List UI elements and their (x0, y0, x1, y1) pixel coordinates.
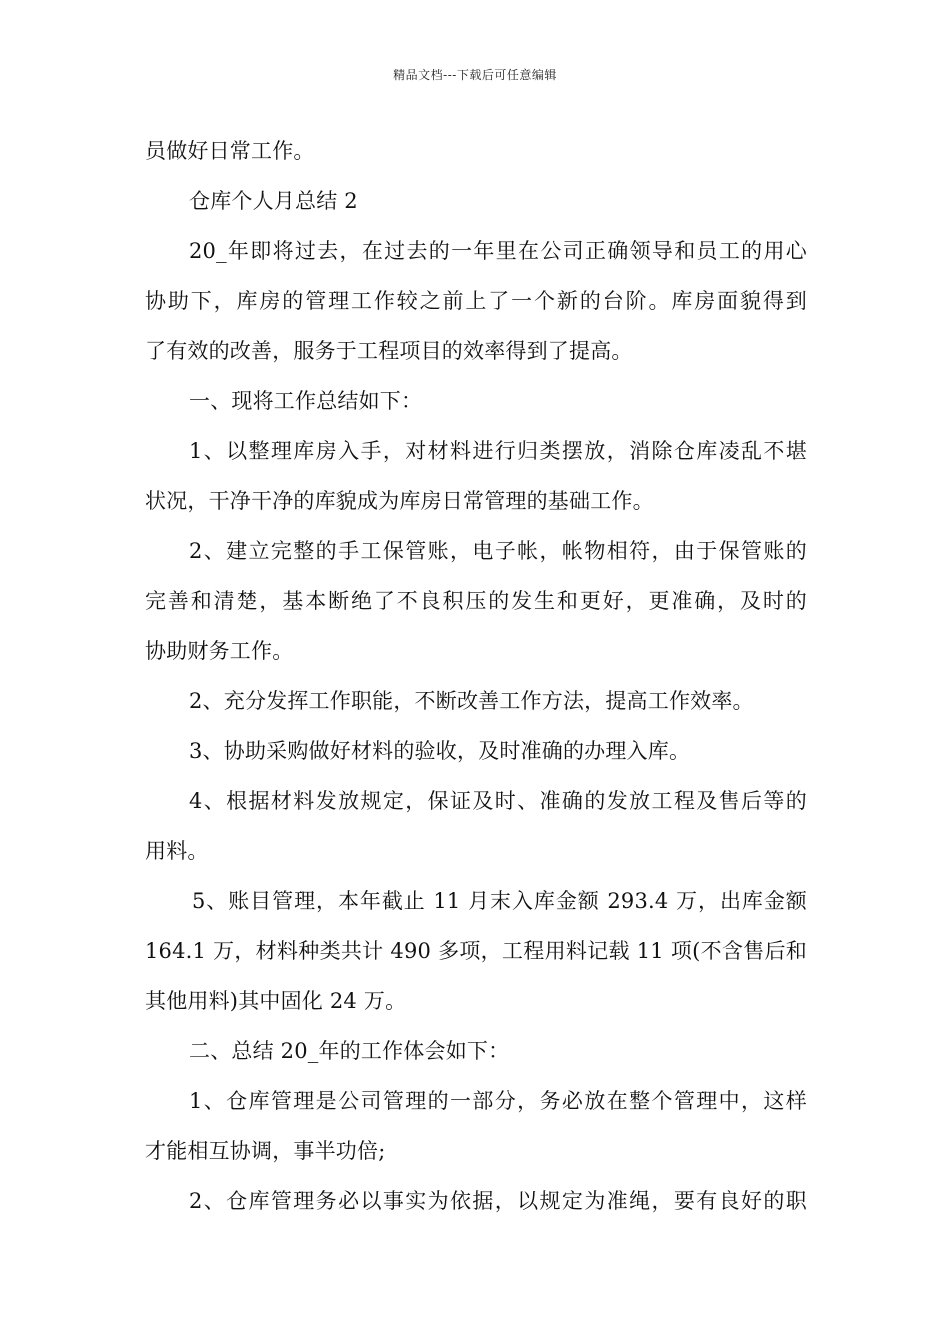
text-line: 状况，干净干净的库貌成为库房日常管理的基础工作。 (145, 489, 654, 513)
text-line: 协助财务工作。 (145, 639, 294, 663)
text-line: 2、仓库管理务必以事实为依据，以规定为准绳，要有良好的职 (189, 1189, 807, 1213)
text-line: 164.1 万，材料种类共计 490 多项，工程用料记载 11 项(不含售后和 (145, 939, 807, 963)
section-heading: 一、现将工作总结如下： (189, 389, 423, 413)
text-line: 2、建立完整的手工保管账，电子帐，帐物相符，由于保管账的 (189, 539, 807, 563)
section-heading: 二、总结 20_年的工作体会如下： (189, 1039, 510, 1063)
text-line: 5、账目管理，本年截止 11 月末入库金额 293.4 万，出库金额 (192, 889, 807, 913)
text-line: 2、充分发挥工作职能，不断改善工作方法，提高工作效率。 (189, 689, 754, 713)
page-header: 精品文档---下载后可任意编辑 (393, 68, 557, 82)
text-line: 1、仓库管理是公司管理的一部分，务必放在整个管理中，这样 (189, 1089, 807, 1113)
document-body (145, 126, 807, 1226)
text-line: 完善和清楚，基本断绝了不良积压的发生和更好，更准确，及时的 (145, 589, 807, 613)
text-line: 协助下，库房的管理工作较之前上了一个新的台阶。库房面貌得到 (145, 289, 807, 313)
text-line: 20_年即将过去，在过去的一年里在公司正确领导和员工的用心 (189, 239, 807, 263)
text-line: 才能相互协调，事半功倍; (145, 1139, 386, 1163)
text-line: 员做好日常工作。 (145, 139, 315, 163)
text-line: 用料。 (145, 839, 209, 863)
text-line: 了有效的改善，服务于工程项目的效率得到了提高。 (145, 339, 633, 363)
section-title: 仓库个人月总结 2 (189, 189, 358, 213)
text-line: 1、以整理库房入手，对材料进行归类摆放，消除仓库凌乱不堪 (189, 439, 807, 463)
text-line: 其他用料)其中固化 24 万。 (145, 989, 407, 1013)
text-line: 3、协助采购做好材料的验收，及时准确的办理入库。 (189, 739, 691, 763)
text-line: 4、根据材料发放规定，保证及时、准确的发放工程及售后等的 (189, 789, 807, 813)
